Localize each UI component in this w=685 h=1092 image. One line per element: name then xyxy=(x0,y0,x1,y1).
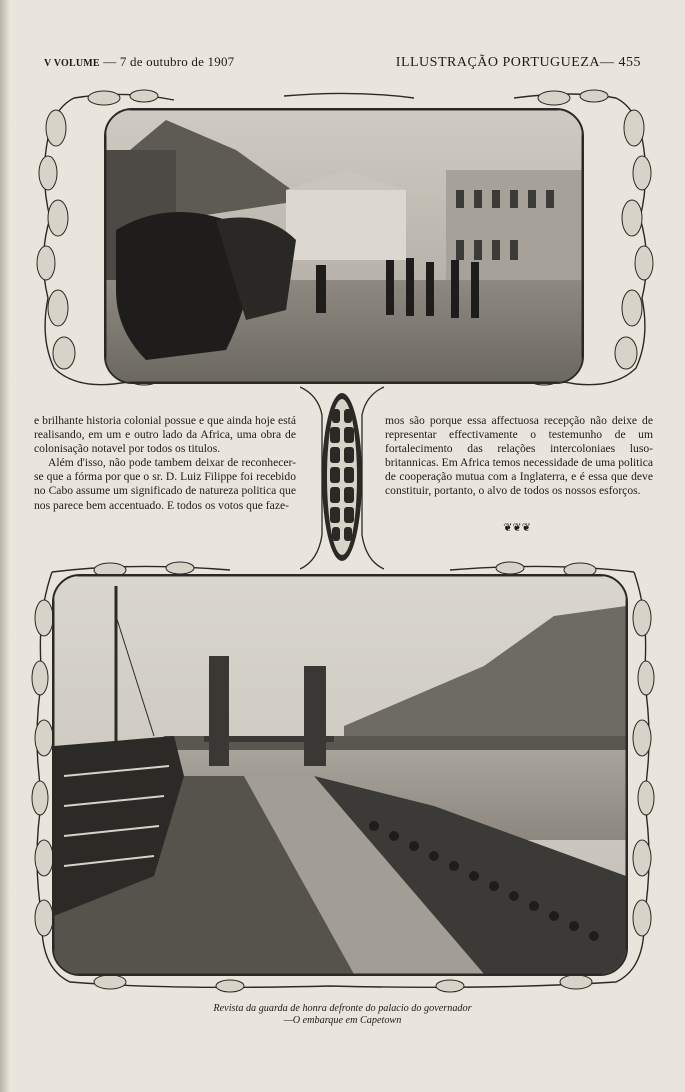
issue-date: — 7 de outubro de 1907 xyxy=(103,54,235,69)
paragraph: e brilhante historia colonial possue e que ainda hoje está realisando, em um e outro lado da Africa, uma obra de colonisação notavel por todos os titulos. xyxy=(34,414,296,456)
page-binding-edge xyxy=(0,0,10,1092)
header-title-page xyxy=(396,55,641,71)
header-volume-date xyxy=(44,54,234,70)
caption-line-2: —O embarque em Capetown xyxy=(283,1015,402,1026)
fleuron-ornament: ❦❦❦ xyxy=(503,522,531,534)
caption-line-1: Revista da guarda de honra defronte do palacio do governador xyxy=(213,1003,472,1014)
paragraph: mos são porque essa affectuosa recepção não deixe de representar effectivamente o testemunho de um fortalecimento das relações intercoloniaes luso-britannicas. Em Africa temos necessidade de uma politica de cooperação mutua com a Inglaterra, e é essa que deve constituir, portanto, o alvo de todos os nossos esforços. xyxy=(385,414,653,498)
photo-caption xyxy=(150,1003,535,1027)
article-left-column xyxy=(34,414,296,513)
magazine-title: ILLUSTRAÇÃO PORTUGUEZA xyxy=(395,55,600,70)
volume-label: V VOLUME xyxy=(44,58,100,69)
photo-guard-of-honour xyxy=(104,108,584,384)
page-number: — 455 xyxy=(600,55,641,70)
photo-embarkation-capetown xyxy=(52,574,628,976)
page-header xyxy=(44,54,641,74)
paragraph: Além d'isso, não pode tambem deixar de reconhecer-se que a fórma por que o sr. D. Luiz Filippe foi recebido no Cabo assume um significado de natureza politica que nos parece bem accentuado. E todos os votos que faze- xyxy=(34,456,296,512)
central-column-ornament xyxy=(300,385,384,570)
article-right-column xyxy=(385,414,653,499)
